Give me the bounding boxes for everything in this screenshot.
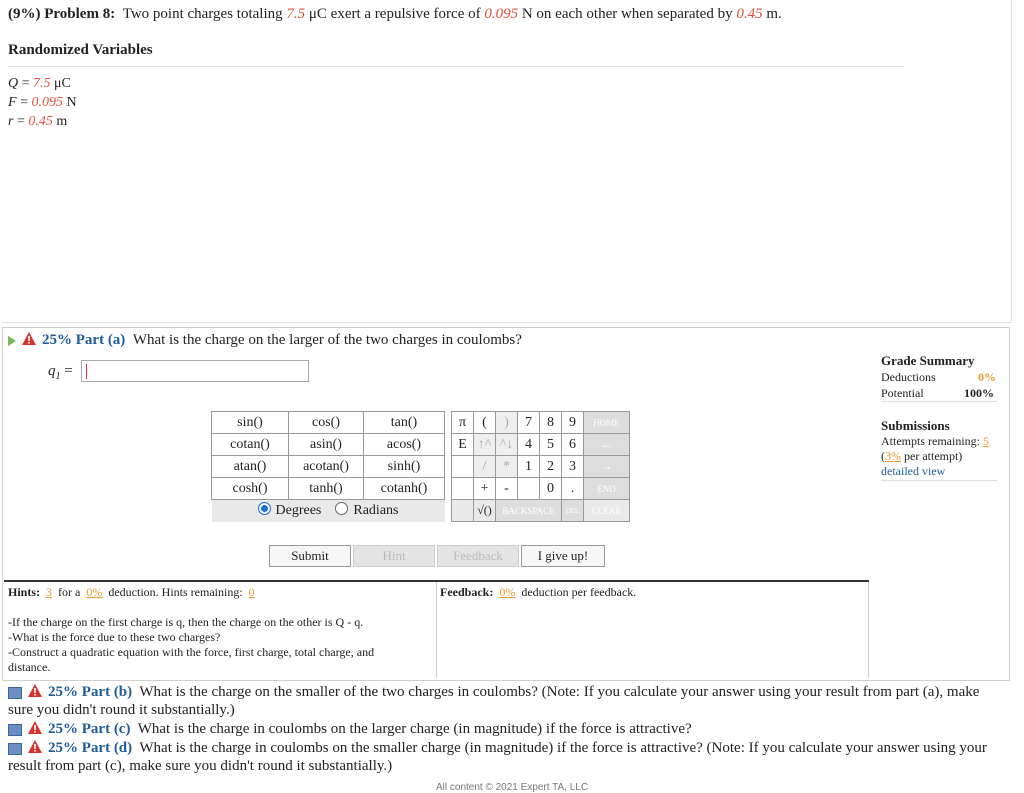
atan-button[interactable]: atan() [212, 456, 289, 478]
part-c-row[interactable]: 25% Part (c) What is the charge in coulombs on the larger charge (in magnitude) if the force is attractive? [8, 720, 1008, 738]
variable-r: r = 0.45 m [8, 114, 68, 129]
feedback-button[interactable]: Feedback [437, 545, 519, 567]
divider [881, 480, 997, 481]
digit-9[interactable]: 9 [562, 412, 584, 434]
cotanh-button[interactable]: cotanh() [364, 478, 445, 500]
submissions-title: Submissions [881, 418, 950, 433]
f-value: 0.095 [484, 6, 519, 22]
text-cursor [86, 364, 87, 379]
close-paren-button[interactable]: ) [496, 412, 518, 434]
per-attempt: (3% per attempt) [881, 449, 963, 463]
blank-key [518, 478, 540, 500]
warning-icon [28, 740, 42, 753]
r-value: 0.45 [736, 6, 763, 22]
blank-key [452, 478, 474, 500]
decimal-button[interactable]: . [562, 478, 584, 500]
deductions-value: 0% [978, 370, 996, 384]
degrees-label: Degrees [275, 503, 322, 519]
feedback-deduction: 0% [499, 585, 516, 599]
digit-0[interactable]: 0 [540, 478, 562, 500]
randomized-variables-title: Randomized Variables [8, 42, 153, 58]
hint-item: -Construct a quadratic equation with the force, first charge, total charge, and distance. [8, 645, 375, 674]
problem-box [2, 0, 1012, 323]
collapsed-part-icon [8, 724, 22, 736]
divider [8, 66, 904, 67]
blank-key [452, 456, 474, 478]
divider [868, 582, 869, 678]
sinh-button[interactable]: sinh() [364, 456, 445, 478]
calculator-keypad [211, 411, 630, 522]
e-button[interactable]: E [452, 434, 474, 456]
digit-8[interactable]: 8 [540, 412, 562, 434]
part-b-row[interactable]: 25% Part (b) What is the charge on the smaller of the two charges in coulombs? (Note: If you calculate your answer using your result from part (a), make sure you didn't round it substantially.) [8, 684, 980, 718]
grade-summary-title: Grade Summary [881, 353, 975, 368]
end-button[interactable]: END [584, 478, 630, 500]
submit-button[interactable]: Submit [269, 545, 351, 567]
hint-item: -If the charge on the first charge is q, then the charge on the other is Q - q. [8, 615, 364, 629]
angle-mode [212, 500, 445, 522]
divider [881, 401, 997, 402]
asin-button[interactable]: asin() [289, 434, 364, 456]
cos-button[interactable]: cos() [289, 412, 364, 434]
sqrt-button[interactable]: √() [474, 500, 496, 522]
deductions-label: Deductions [881, 370, 936, 384]
problem-text-3: N on each other when separated by [521, 6, 733, 22]
part-a-label: 25% Part (a) [42, 332, 126, 348]
warning-icon [28, 721, 42, 734]
q-value: 7.5 [286, 6, 306, 22]
hints-summary: Hints: 3 for a 0% deduction. Hints remaining: 0 [8, 585, 255, 599]
potential-label: Potential [881, 386, 924, 400]
digit-1[interactable]: 1 [518, 456, 540, 478]
problem-label: Problem 8: [44, 6, 116, 22]
plus-button[interactable]: + [474, 478, 496, 500]
left-arrow-button[interactable]: ← [584, 434, 630, 456]
del-button[interactable]: DEL [562, 500, 584, 522]
digit-5[interactable]: 5 [540, 434, 562, 456]
part-a-header [8, 332, 522, 349]
acos-button[interactable]: acos() [364, 434, 445, 456]
divider [436, 582, 437, 678]
hint-item: -What is the force due to these two charges? [8, 630, 221, 644]
give-up-button[interactable]: I give up! [521, 545, 605, 567]
warning-icon [22, 332, 36, 345]
blank-key [452, 500, 474, 522]
radians-label: Radians [353, 503, 399, 519]
variable-f: F = 0.095 N [8, 95, 77, 110]
cotan-button[interactable]: cotan() [212, 434, 289, 456]
potential-value: 100% [964, 386, 994, 400]
digit-7[interactable]: 7 [518, 412, 540, 434]
cosh-button[interactable]: cosh() [212, 478, 289, 500]
part-a-question: What is the charge on the larger of the two charges in coulombs? [132, 332, 522, 348]
collapsed-part-icon [8, 743, 22, 755]
attempts-remaining: Attempts remaining: 5 [881, 434, 989, 448]
collapsed-part-icon [8, 687, 22, 699]
hint-button[interactable]: Hint [353, 545, 435, 567]
acotan-button[interactable]: acotan() [289, 456, 364, 478]
expand-arrow-icon[interactable] [8, 336, 16, 346]
hints-remaining: 0 [248, 585, 255, 599]
radians-radio[interactable] [335, 502, 348, 515]
part-d-row[interactable]: 25% Part (d) What is the charge in coulombs on the smaller charge (in magnitude) if the force is attractive? (Note: If you calculate your answer using your result from part (c), make sure you didn't round it substantially.) [8, 740, 987, 774]
problem-percent: (9%) [8, 6, 41, 22]
digit-6[interactable]: 6 [562, 434, 584, 456]
tanh-button[interactable]: tanh() [289, 478, 364, 500]
warning-icon [28, 684, 42, 697]
digit-2[interactable]: 2 [540, 456, 562, 478]
detailed-view-link[interactable]: detailed view [881, 464, 946, 478]
answer-input[interactable] [81, 360, 309, 382]
answer-label: $q_1$ = [48, 363, 73, 382]
problem-text-4: m. [766, 6, 782, 22]
minus-button[interactable]: - [496, 478, 518, 500]
digit-4[interactable]: 4 [518, 434, 540, 456]
hints-count: 3 [46, 585, 53, 599]
tan-button[interactable]: tan() [364, 412, 445, 434]
problem-text-1: Two point charges totaling [122, 6, 283, 22]
hint-deduction: 0% [86, 585, 103, 599]
feedback-summary: Feedback: 0% deduction per feedback. [440, 585, 637, 599]
problem-text-2: μC exert a repulsive force of [308, 6, 481, 22]
clear-button[interactable]: CLEAR [584, 500, 630, 522]
superscript-down-button[interactable]: ^↓ [496, 434, 518, 456]
digit-3[interactable]: 3 [562, 456, 584, 478]
superscript-up-button[interactable]: ↑^ [474, 434, 496, 456]
sin-button[interactable]: sin() [212, 412, 289, 434]
footer-copyright: All content © 2021 Expert TA, LLC [436, 782, 589, 793]
degrees-radio[interactable] [258, 502, 271, 515]
backspace-button[interactable]: BACKSPACE [496, 500, 562, 522]
divide-button[interactable]: / [474, 456, 496, 478]
right-arrow-button[interactable]: → [584, 456, 630, 478]
problem-statement [8, 6, 782, 23]
variable-q: Q = 7.5 μC [8, 76, 71, 91]
home-button[interactable]: HOME [584, 412, 630, 434]
multiply-button[interactable]: * [496, 456, 518, 478]
open-paren-button[interactable]: ( [474, 412, 496, 434]
pi-button[interactable]: π [452, 412, 474, 434]
